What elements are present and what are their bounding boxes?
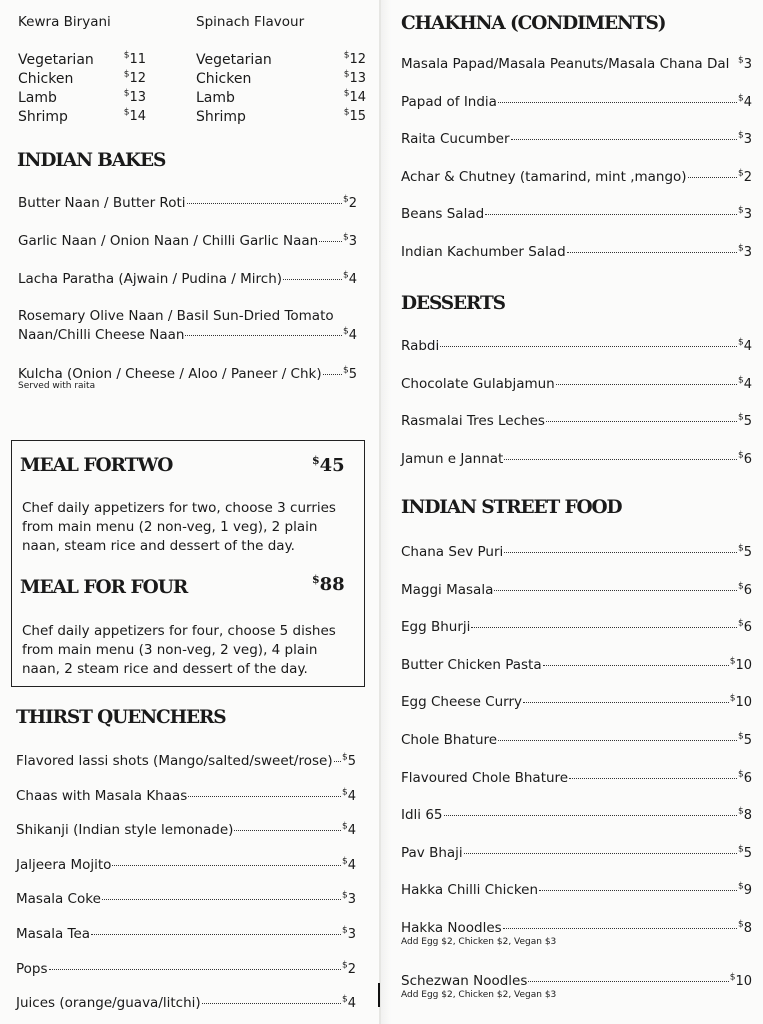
price-value: 3 xyxy=(743,245,752,260)
item-name: Masala Coke xyxy=(16,891,101,907)
item-name: Chole Bhature xyxy=(401,732,498,748)
price-value: 14 xyxy=(129,109,146,124)
price-value: 4 xyxy=(743,339,752,354)
item-price xyxy=(342,891,356,909)
currency-symbol: $ xyxy=(737,731,744,742)
item-name: Butter Naan / Butter Roti xyxy=(18,195,186,211)
item-price xyxy=(343,327,357,345)
item-name: Jamun e Jannat xyxy=(401,451,504,467)
currency-symbol: $ xyxy=(737,243,744,254)
leader-dots xyxy=(471,627,737,628)
item-price xyxy=(342,857,356,875)
item-price xyxy=(344,109,366,124)
item-price xyxy=(342,995,356,1013)
kewra-option-price xyxy=(108,89,146,108)
fold-shadow xyxy=(381,0,391,1024)
price-value: 8 xyxy=(743,921,752,936)
chakhna-item xyxy=(401,168,752,187)
drink-item xyxy=(16,856,356,875)
item-price xyxy=(342,753,356,771)
thirst-quenchers-heading: THIRST QUENCHERS xyxy=(16,707,226,728)
item-name: Masala Papad/Masala Peanuts/Masala Chana Dal xyxy=(401,56,730,72)
currency-symbol: $ xyxy=(737,337,744,348)
item-price xyxy=(738,845,752,863)
currency-symbol: $ xyxy=(343,69,350,80)
price-value: 13 xyxy=(129,90,146,105)
leader-dots xyxy=(102,899,341,900)
spinach-option-name: Vegetarian xyxy=(196,52,272,68)
street-item xyxy=(401,731,752,750)
meal-box xyxy=(11,440,365,687)
currency-symbol: $ xyxy=(737,412,744,423)
price-value: 2 xyxy=(348,196,357,211)
meal-for-four-description: Chef daily appetizers for four, choose 5 dishes from main menu (3 non-veg, 2 veg), 4 plain naan, 2 steam rice and dessert of the day. xyxy=(22,623,336,677)
currency-symbol: $ xyxy=(737,55,744,66)
leader-dots xyxy=(234,830,341,831)
currency-symbol: $ xyxy=(341,856,348,867)
street-food-heading: INDIAN STREET FOOD xyxy=(401,497,622,518)
meal-for-two-title: MEAL FORTWO xyxy=(20,455,173,476)
item-price xyxy=(730,657,752,675)
leader-dots xyxy=(539,890,737,891)
kewra-option-name: Vegetarian xyxy=(18,52,94,68)
price-value: 2 xyxy=(743,170,752,185)
item-price xyxy=(738,882,752,900)
currency-symbol: $ xyxy=(737,205,744,216)
item-name: Shikanji (Indian style lemonade) xyxy=(16,822,234,838)
price-value: 12 xyxy=(129,71,146,86)
item-name: Rabdi xyxy=(401,338,440,354)
spinach-option-name: Chicken xyxy=(196,71,252,87)
street-item-note: Add Egg $2, Chicken $2, Vegan $3 xyxy=(401,937,557,947)
leader-dots xyxy=(494,590,737,591)
bake-item-line1: Rosemary Olive Naan / Basil Sun-Dried Tomato xyxy=(18,308,334,324)
item-name: Rasmalai Tres Leches xyxy=(401,413,545,429)
leader-dots xyxy=(511,139,737,140)
price-value: 12 xyxy=(349,52,366,67)
drink-item xyxy=(16,925,356,944)
leader-dots xyxy=(523,702,729,703)
price-value: 6 xyxy=(743,452,752,467)
price-value: 15 xyxy=(349,109,366,124)
price-value: 4 xyxy=(743,95,752,110)
price-value: 4 xyxy=(347,789,356,804)
street-item xyxy=(401,972,752,991)
drink-item xyxy=(16,821,356,840)
leader-dots xyxy=(688,177,737,178)
leader-dots xyxy=(440,346,737,347)
spinach-option-name: Lamb xyxy=(196,90,235,106)
currency-symbol: $ xyxy=(342,365,349,376)
street-item xyxy=(401,656,752,675)
item-name: Schezwan Noodles xyxy=(401,973,528,989)
price-value: 9 xyxy=(743,883,752,898)
leader-dots xyxy=(202,1003,341,1004)
item-price xyxy=(738,451,752,469)
currency-symbol: $ xyxy=(342,270,349,281)
drink-item xyxy=(16,960,356,979)
street-item xyxy=(401,693,752,712)
item-name: Papad of India xyxy=(401,94,497,110)
item-price xyxy=(738,244,752,262)
currency-symbol: $ xyxy=(737,881,744,892)
meal-for-four-title: MEAL FOR FOUR xyxy=(20,577,188,598)
leader-dots xyxy=(546,421,737,422)
price-value: 4 xyxy=(347,996,356,1011)
leader-dots xyxy=(112,865,341,866)
street-item xyxy=(401,543,752,562)
item-price xyxy=(738,169,752,187)
street-item-note: Add Egg $2, Chicken $2, Vegan $3 xyxy=(401,990,557,1000)
kewra-option-price xyxy=(108,51,146,70)
leader-dots xyxy=(464,853,737,854)
kewra-option-name: Chicken xyxy=(18,71,74,87)
leader-dots xyxy=(187,203,342,204)
item-name: Raita Cucumber xyxy=(401,131,510,147)
currency-symbol: $ xyxy=(737,168,744,179)
item-name: Flavoured Chole Bhature xyxy=(401,770,569,786)
currency-symbol: $ xyxy=(341,890,348,901)
item-name: Naan/Chilli Cheese Naan xyxy=(18,327,185,343)
leader-dots xyxy=(567,252,737,253)
item-name: Garlic Naan / Onion Naan / Chilli Garlic Naan xyxy=(18,233,319,249)
kewra-option-price xyxy=(108,108,146,127)
price-value: 4 xyxy=(348,328,357,343)
price-value: 5 xyxy=(743,846,752,861)
item-name: Butter Chicken Pasta xyxy=(401,657,542,673)
dessert-item xyxy=(401,450,752,469)
item-name: Flavored lassi shots (Mango/salted/sweet/rose) xyxy=(16,753,333,769)
drink-item xyxy=(16,752,356,771)
item-price xyxy=(738,544,752,562)
item-name: Idli 65 xyxy=(401,807,443,823)
leader-dots xyxy=(556,384,737,385)
item-price xyxy=(344,52,366,67)
currency-symbol: $ xyxy=(343,50,350,61)
leader-dots xyxy=(504,552,737,553)
price-value: 5 xyxy=(743,733,752,748)
item-name: Jaljeera Mojito xyxy=(16,857,112,873)
price-value: 3 xyxy=(348,234,357,249)
item-price xyxy=(730,694,752,712)
leader-dots xyxy=(503,928,737,929)
street-item xyxy=(401,881,752,900)
currency-symbol: $ xyxy=(737,844,744,855)
item-price xyxy=(343,233,357,251)
item-price xyxy=(738,338,752,356)
street-item xyxy=(401,618,752,637)
price-value: 5 xyxy=(743,414,752,429)
desserts-heading: DESSERTS xyxy=(401,293,505,314)
spinach-option-price xyxy=(328,108,366,127)
price-value: 3 xyxy=(347,927,356,942)
item-name: Egg Bhurji xyxy=(401,619,471,635)
price-value: 10 xyxy=(735,658,752,673)
bake-item xyxy=(18,232,357,251)
street-item xyxy=(401,581,752,600)
currency-symbol: $ xyxy=(341,787,348,798)
item-name: Pav Bhaji xyxy=(401,845,463,861)
drink-item xyxy=(16,787,356,806)
item-price xyxy=(738,94,752,112)
chakhna-item xyxy=(401,55,752,74)
currency-symbol: $ xyxy=(342,232,349,243)
item-price xyxy=(342,926,356,944)
price-value: 3 xyxy=(347,892,356,907)
spinach-option-price xyxy=(328,51,366,70)
currency-symbol: $ xyxy=(737,93,744,104)
chakhna-item xyxy=(401,130,752,149)
item-name: Maggi Masala xyxy=(401,582,494,598)
item-name: Hakka Chilli Chicken xyxy=(401,882,539,898)
chakhna-heading: CHAKHNA (CONDIMENTS) xyxy=(401,13,666,34)
item-name: Chana Sev Puri xyxy=(401,544,504,560)
currency-symbol: $ xyxy=(342,194,349,205)
currency-symbol: $ xyxy=(341,960,348,971)
leader-dots xyxy=(543,665,729,666)
item-price xyxy=(738,376,752,394)
item-price xyxy=(344,71,366,86)
leader-dots xyxy=(485,214,737,215)
currency-symbol: $ xyxy=(737,919,744,930)
price-value: 13 xyxy=(349,71,366,86)
price-value: 8 xyxy=(743,808,752,823)
chakhna-item xyxy=(401,93,752,112)
item-price xyxy=(343,366,357,384)
kewra-biryani-title: Kewra Biryani xyxy=(18,14,111,30)
drink-item xyxy=(16,890,356,909)
price-value: 4 xyxy=(347,858,356,873)
price-value: 6 xyxy=(743,620,752,635)
item-price xyxy=(343,195,357,213)
item-name: Beans Salad xyxy=(401,206,485,222)
bake-item-note: Served with raita xyxy=(18,381,96,391)
chakhna-item xyxy=(401,205,752,224)
street-item xyxy=(401,806,752,825)
item-price xyxy=(738,131,752,149)
item-price xyxy=(738,582,752,600)
chakhna-item xyxy=(401,243,752,262)
currency-symbol: $ xyxy=(737,618,744,629)
currency-symbol: $ xyxy=(729,656,736,667)
currency-symbol: $ xyxy=(737,806,744,817)
currency-symbol: $ xyxy=(343,107,350,118)
currency-symbol: $ xyxy=(341,994,348,1005)
street-item xyxy=(401,919,752,938)
currency-symbol: $ xyxy=(729,972,736,983)
kewra-option-price xyxy=(108,70,146,89)
currency-symbol: $ xyxy=(341,925,348,936)
item-price xyxy=(124,109,146,124)
item-name: Achar & Chutney (tamarind, mint ,mango) xyxy=(401,169,687,185)
street-item xyxy=(401,769,752,788)
currency-symbol: $ xyxy=(123,88,130,99)
price-value: 10 xyxy=(735,974,752,989)
price-value: 6 xyxy=(743,583,752,598)
item-price xyxy=(738,920,752,938)
item-name: Egg Cheese Curry xyxy=(401,694,523,710)
price-value: 4 xyxy=(347,823,356,838)
leader-dots xyxy=(323,374,342,375)
currency-symbol: $ xyxy=(729,693,736,704)
leader-dots xyxy=(498,102,737,103)
leader-dots xyxy=(504,459,737,460)
meal-for-two-description: Chef daily appetizers for two, choose 3 curries from main menu (2 non-veg, 1 veg), 2 plain naan, steam rice and dessert of the day. xyxy=(22,500,336,554)
price-value: 5 xyxy=(743,545,752,560)
price-value: 3 xyxy=(743,132,752,147)
indian-bakes-heading: INDIAN BAKES xyxy=(17,150,166,171)
bake-item xyxy=(18,270,357,289)
spinach-option-price xyxy=(328,70,366,89)
item-price xyxy=(738,732,752,750)
item-price xyxy=(124,52,146,67)
leader-dots xyxy=(528,981,728,982)
leader-dots xyxy=(319,241,342,242)
leader-dots xyxy=(91,934,341,935)
price-value: 3 xyxy=(743,207,752,222)
spinach-biryani-title: Spinach Flavour xyxy=(196,14,305,30)
currency-symbol: $ xyxy=(123,50,130,61)
meal-for-two-price: $45 xyxy=(312,454,345,476)
item-price xyxy=(342,961,356,979)
currency-symbol: $ xyxy=(737,375,744,386)
currency-symbol: $ xyxy=(343,88,350,99)
item-price xyxy=(730,973,752,991)
price-value: 5 xyxy=(347,754,356,769)
street-item xyxy=(401,844,752,863)
bake-item xyxy=(18,194,357,213)
item-price xyxy=(738,206,752,224)
price-value: 4 xyxy=(743,377,752,392)
leader-dots xyxy=(283,279,342,280)
currency-symbol: $ xyxy=(123,69,130,80)
spinach-option-price xyxy=(328,89,366,108)
currency-symbol: $ xyxy=(737,543,744,554)
price-value: 2 xyxy=(347,962,356,977)
dessert-item xyxy=(401,375,752,394)
price-value: 14 xyxy=(349,90,366,105)
item-price xyxy=(124,71,146,86)
item-price xyxy=(738,56,752,74)
currency-symbol: $ xyxy=(737,769,744,780)
item-name: Chaas with Masala Khaas xyxy=(16,788,188,804)
currency-symbol: $ xyxy=(341,821,348,832)
item-name: Lacha Paratha (Ajwain / Pudina / Mirch) xyxy=(18,271,283,287)
leader-dots xyxy=(498,740,737,741)
item-name: Masala Tea xyxy=(16,926,91,942)
currency-symbol: $ xyxy=(123,107,130,118)
leader-dots xyxy=(188,796,341,797)
kewra-option-name: Lamb xyxy=(18,90,57,106)
item-price xyxy=(738,807,752,825)
kewra-option-name: Shrimp xyxy=(18,109,68,125)
item-name: Juices (orange/guava/litchi) xyxy=(16,995,201,1011)
item-name: Kulcha (Onion / Cheese / Aloo / Paneer / Chk) xyxy=(18,366,322,382)
price-value: 10 xyxy=(735,695,752,710)
item-name: Chocolate Gulabjamun xyxy=(401,376,555,392)
meal-for-four-price: $88 xyxy=(312,573,345,595)
spinach-option-name: Shrimp xyxy=(196,109,246,125)
item-price xyxy=(124,90,146,105)
dessert-item xyxy=(401,412,752,431)
dessert-item xyxy=(401,337,752,356)
currency-symbol: $ xyxy=(341,752,348,763)
drink-item xyxy=(16,994,356,1013)
item-price xyxy=(738,770,752,788)
currency-symbol: $ xyxy=(737,450,744,461)
leader-dots xyxy=(185,335,342,336)
bake-item xyxy=(18,326,357,345)
price-value: 11 xyxy=(129,52,146,67)
price-value: 6 xyxy=(743,771,752,786)
item-price xyxy=(738,619,752,637)
item-name: Indian Kachumber Salad xyxy=(401,244,566,260)
price-value: 5 xyxy=(348,367,357,382)
leader-dots xyxy=(444,815,737,816)
item-price xyxy=(342,788,356,806)
item-name: Hakka Noodles xyxy=(401,920,502,936)
currency-symbol: $ xyxy=(737,581,744,592)
item-price xyxy=(738,413,752,431)
item-price xyxy=(344,90,366,105)
fold-marker xyxy=(378,983,380,1007)
item-price xyxy=(342,822,356,840)
leader-dots xyxy=(49,969,341,970)
item-price xyxy=(343,271,357,289)
price-value: 3 xyxy=(743,57,752,72)
leader-dots xyxy=(569,778,737,779)
price-value: 4 xyxy=(348,272,357,287)
currency-symbol: $ xyxy=(737,130,744,141)
leader-dots xyxy=(334,761,341,762)
currency-symbol: $ xyxy=(342,326,349,337)
item-name: Pops xyxy=(16,961,48,977)
